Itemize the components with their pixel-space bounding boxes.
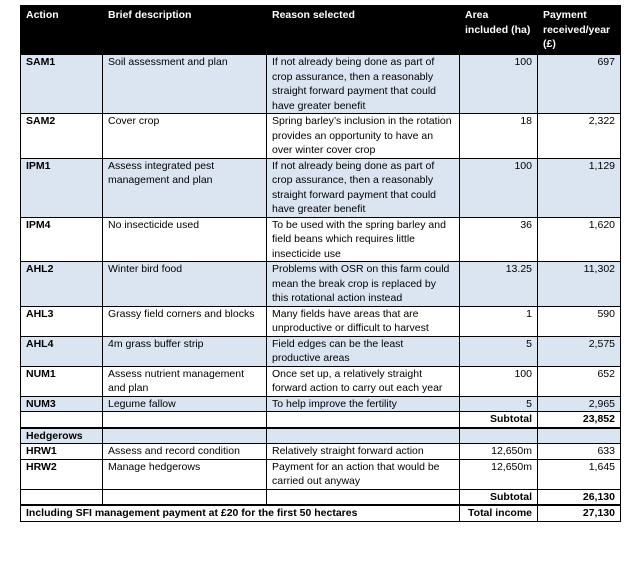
sfi-actions-table xyxy=(20,5,621,522)
table-row xyxy=(21,366,621,396)
sfi-management-note: Including SFI management payment at £20 for the first 50 hectares xyxy=(21,505,460,521)
subtotal-value: 23,852 xyxy=(538,412,621,428)
action-reason: Many fields have areas that are unproductive or difficult to harvest xyxy=(267,306,460,336)
header-payment: Payment received/year (£) xyxy=(538,6,621,55)
table-row xyxy=(21,396,621,412)
action-reason: Once set up, a relatively straight forward action to carry out each year xyxy=(267,366,460,396)
empty-cell xyxy=(21,412,103,428)
action-description: No insecticide used xyxy=(103,217,267,262)
action-description: 4m grass buffer strip xyxy=(103,336,267,366)
header-description: Brief description xyxy=(103,6,267,55)
action-description: Manage hedgerows xyxy=(103,459,267,489)
table-row xyxy=(21,158,621,217)
action-area: 12,650m xyxy=(460,444,538,460)
action-area: 18 xyxy=(460,114,538,159)
action-area: 5 xyxy=(460,396,538,412)
action-code: SAM2 xyxy=(21,114,103,159)
action-area: 1 xyxy=(460,306,538,336)
action-payment: 11,302 xyxy=(538,262,621,307)
subtotal-row xyxy=(21,489,621,505)
subtotal-label: Subtotal xyxy=(460,412,538,428)
action-payment: 1,620 xyxy=(538,217,621,262)
action-reason: If not already being done as part of crop assurance, then a reasonably straight forward payment that could have greater benefit xyxy=(267,158,460,217)
table-row xyxy=(21,55,621,114)
action-code: HRW2 xyxy=(21,459,103,489)
action-area: 5 xyxy=(460,336,538,366)
action-description: Assess integrated pest management and plan xyxy=(103,158,267,217)
action-code: SAM1 xyxy=(21,55,103,114)
action-reason: Payment for an action that would be carried out anyway xyxy=(267,459,460,489)
action-code: NUM3 xyxy=(21,396,103,412)
action-reason: If not already being done as part of crop assurance, then a reasonably straight forward payment that could have greater benefit xyxy=(267,55,460,114)
action-description: Legume fallow xyxy=(103,396,267,412)
action-area: 12,650m xyxy=(460,459,538,489)
action-description: Assess and record condition xyxy=(103,444,267,460)
empty-cell xyxy=(267,428,460,444)
action-area: 100 xyxy=(460,158,538,217)
action-payment: 633 xyxy=(538,444,621,460)
action-area: 100 xyxy=(460,366,538,396)
empty-cell xyxy=(21,489,103,505)
header-row xyxy=(21,6,621,55)
action-payment: 2,965 xyxy=(538,396,621,412)
empty-cell xyxy=(267,412,460,428)
header-action: Action xyxy=(21,6,103,55)
table-row xyxy=(21,459,621,489)
table-row xyxy=(21,217,621,262)
empty-cell xyxy=(103,412,267,428)
action-code: HRW1 xyxy=(21,444,103,460)
action-payment: 2,575 xyxy=(538,336,621,366)
action-reason: To help improve the fertility xyxy=(267,396,460,412)
header-reason: Reason selected xyxy=(267,6,460,55)
action-payment: 2,322 xyxy=(538,114,621,159)
total-income-value: 27,130 xyxy=(538,505,621,521)
action-area: 36 xyxy=(460,217,538,262)
empty-cell xyxy=(538,428,621,444)
action-area: 13.25 xyxy=(460,262,538,307)
action-description: Grassy field corners and blocks xyxy=(103,306,267,336)
action-reason: To be used with the spring barley and field beans which requires little insecticide use xyxy=(267,217,460,262)
action-reason: Spring barley’s inclusion in the rotation provides an opportunity to have an over winter cover crop xyxy=(267,114,460,159)
action-description: Soil assessment and plan xyxy=(103,55,267,114)
table-row xyxy=(21,444,621,460)
action-reason: Field edges can be the least productive areas xyxy=(267,336,460,366)
empty-cell xyxy=(103,489,267,505)
action-area: 100 xyxy=(460,55,538,114)
action-payment: 1,645 xyxy=(538,459,621,489)
header-area: Area included (ha) xyxy=(460,6,538,55)
action-code: AHL2 xyxy=(21,262,103,307)
empty-cell xyxy=(460,428,538,444)
table-row xyxy=(21,114,621,159)
subtotal-label: Subtotal xyxy=(460,489,538,505)
hedgerows-heading-row xyxy=(21,428,621,444)
action-code: IPM1 xyxy=(21,158,103,217)
action-code: AHL4 xyxy=(21,336,103,366)
action-description: Winter bird food xyxy=(103,262,267,307)
empty-cell xyxy=(267,489,460,505)
hedgerows-heading: Hedgerows xyxy=(21,428,103,444)
action-code: AHL3 xyxy=(21,306,103,336)
table-row xyxy=(21,306,621,336)
action-code: NUM1 xyxy=(21,366,103,396)
action-description: Cover crop xyxy=(103,114,267,159)
subtotal-row xyxy=(21,412,621,428)
empty-cell xyxy=(103,428,267,444)
table-row xyxy=(21,262,621,307)
action-payment: 590 xyxy=(538,306,621,336)
action-description: Assess nutrient management and plan xyxy=(103,366,267,396)
table-row xyxy=(21,336,621,366)
action-payment: 697 xyxy=(538,55,621,114)
action-payment: 1,129 xyxy=(538,158,621,217)
subtotal-value: 26,130 xyxy=(538,489,621,505)
action-code: IPM4 xyxy=(21,217,103,262)
sfi-actions-table-container xyxy=(20,5,620,522)
action-payment: 652 xyxy=(538,366,621,396)
total-income-label: Total income xyxy=(460,505,538,521)
total-row xyxy=(21,505,621,521)
action-reason: Problems with OSR on this farm could mean the break crop is replaced by this rotational action instead xyxy=(267,262,460,307)
action-reason: Relatively straight forward action xyxy=(267,444,460,460)
